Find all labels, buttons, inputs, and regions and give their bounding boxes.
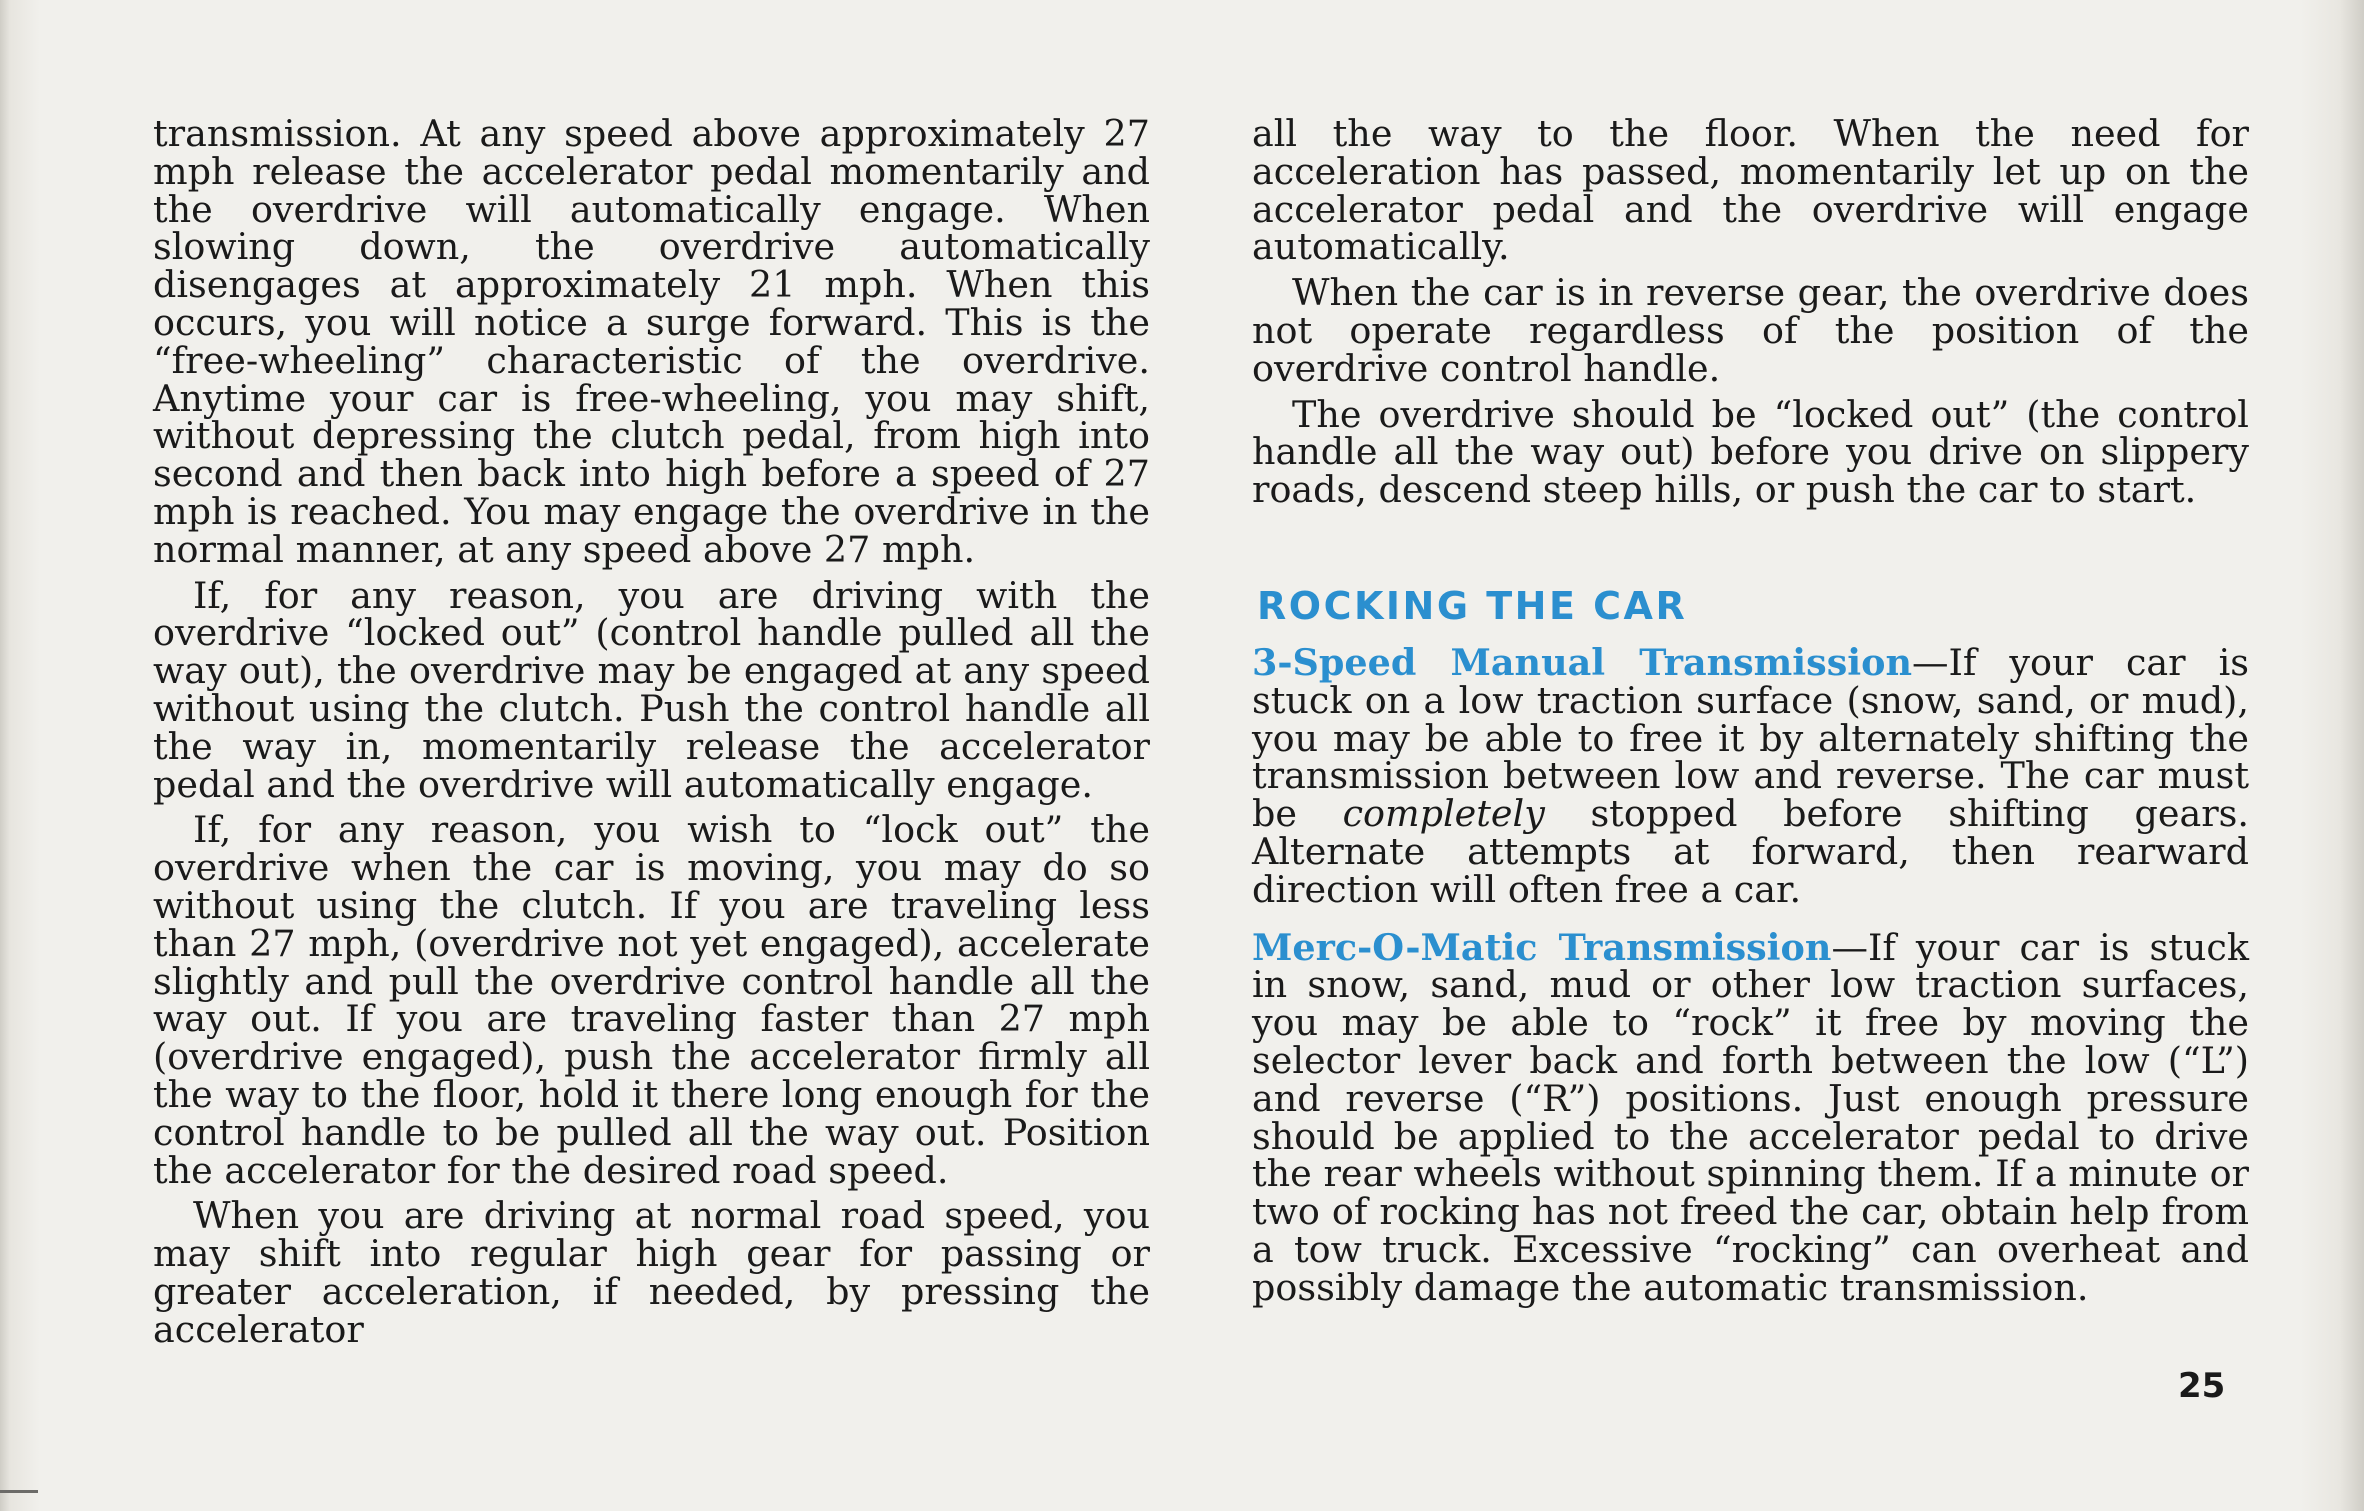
mercomatic-text: —If your car is stuck in snow, sand, mud or other low traction surfaces, you may be able to “rock” it free by moving the selector lever back and forth between the low (“L”) and reverse (“R”) positions. Just enough pressure should be applied to the accelerator pedal to drive the rear wheels without spinning them. If a minute or two of rocking has not freed the car, obtain help from a tow truck. Excessive “rocking” can overheat and possibly damage the automatic transmission. — [1252, 925, 2249, 1309]
manual-transmission-run-head: 3-Speed Manual Transmission — [1252, 641, 1913, 684]
overdrive-paragraph-1: transmission. At any speed above approximately 27 mph release the accelerator pedal momentarily and the overdrive will automatically engage. When slowing down, the overdrive automatically disengages at approximately 21 mph. When this occurs, you will notice a surge forward. This is the “free-wheeling” characteristic of the overdrive. Anytime your car is free-wheeling, you may shift, without depressing the clutch pedal, from high into second and then back into high before a speed of 27 mph is reached. You may engage the overdrive in the normal manner, at any speed above 27 mph. — [153, 112, 1150, 571]
mercomatic-paragraph — [1252, 925, 2249, 1309]
page-number: 25 — [2178, 1366, 2226, 1406]
reverse-gear-paragraph: When the car is in reverse gear, the overdrive does not operate regardless of the position of the overdrive control handle. — [1252, 271, 2249, 390]
manual-text-before: —If your car is stuck on a low traction surface (snow, sand, or mud), you may be able to free it by alternately shifting the transmission between low and reverse. The car must be — [1252, 641, 2249, 836]
overdrive-paragraph-4: When you are driving at normal road speed, you may shift into regular high gear for passing or greater acceleration, if needed, by pressing the accelerator — [153, 1194, 1150, 1351]
right-column-top — [1252, 112, 2249, 517]
manual-text-after: stopped before shifting gears. Alternate attempts at forward, then rearward direction will often free a car. — [1252, 792, 2249, 911]
left-column — [153, 112, 1150, 1357]
overdrive-paragraph-2: If, for any reason, you are driving with the overdrive “locked out” (control handle pulled all the way out), the overdrive may be engaged at any speed without using the clutch. Push the control handle all the way in, momentarily release the accelerator pedal and the overdrive will automatically engage. — [153, 573, 1150, 806]
binding-edge-mark — [0, 1490, 38, 1493]
overdrive-continued-paragraph: all the way to the floor. When the need for acceleration has passed, momentarily let up on the accelerator pedal and the overdrive will engage automatically. — [1252, 112, 2249, 269]
section-heading: ROCKING THE CAR — [1257, 584, 1688, 628]
manual-transmission-paragraph — [1252, 641, 2249, 911]
rocking-section — [1252, 641, 2249, 1327]
manual-emphasis: completely — [1342, 792, 1545, 836]
lock-out-advice-paragraph: The overdrive should be “locked out” (the control handle all the way out) before you drive on slippery roads, descend steep hills, or push the car to start. — [1252, 392, 2249, 512]
overdrive-paragraph-3: If, for any reason, you wish to “lock out” the overdrive when the car is moving, you may do so without using the clutch. If you are traveling less than 27 mph, (overdrive not yet engaged), accelerate slightly and pull the overdrive control handle all the way out. If you are traveling faster than 27 mph (overdrive engaged), push the accelerator firmly all the way to the floor, hold it there long enough for the control handle to be pulled all the way out. Position the accelerator for the desired road speed. — [153, 808, 1150, 1192]
mercomatic-run-head: Merc-O-Matic Transmission — [1252, 925, 1832, 969]
